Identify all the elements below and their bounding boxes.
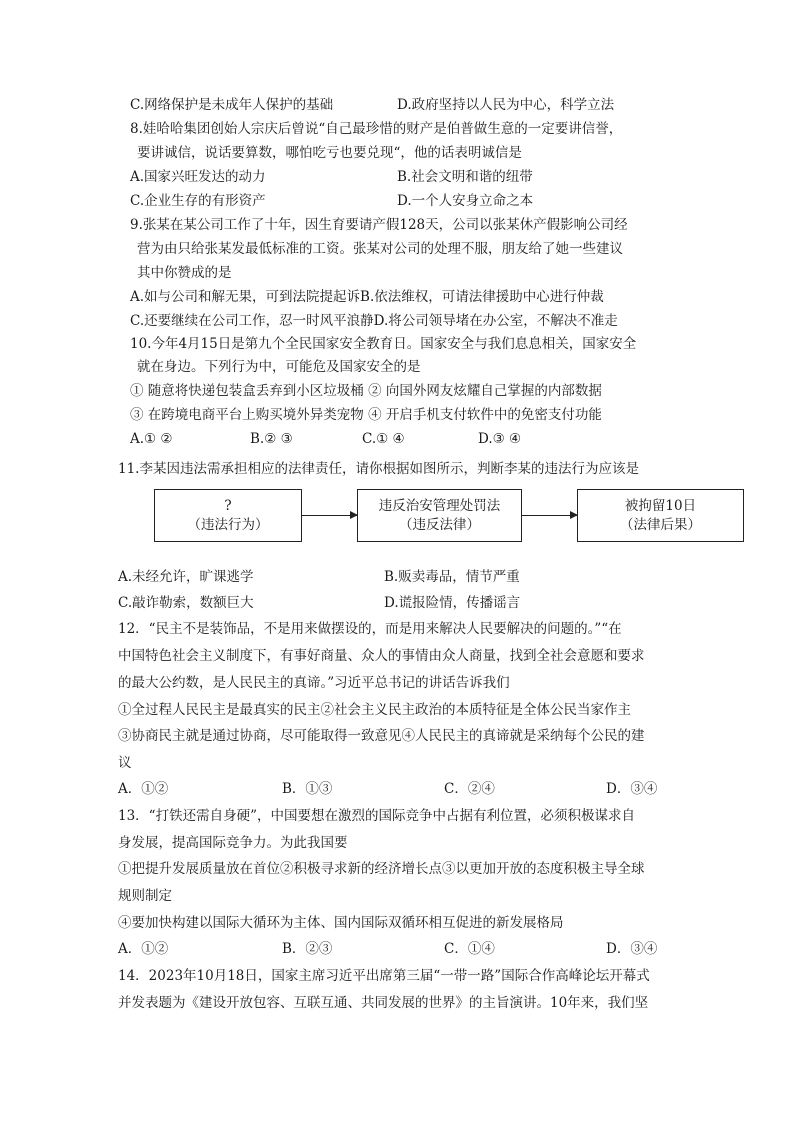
box-sublabel: （违法行为）	[187, 516, 269, 533]
option-8b: B.社会文明和谐的纽带	[397, 169, 533, 185]
question-10-stem: 就在身边。下列行为中，可能危及国家安全的是	[137, 359, 421, 375]
question-14-stem: 并发表题为《建设开放包容、互联互通、共同发展的世界》的主旨演讲。10年来，我们坚	[118, 995, 649, 1011]
option-7c: C.网络保护是未成年人保护的基础	[130, 97, 334, 113]
question-14-stem: 14．2023年10月18日，国家主席习近平出席第三届“一带一路”国际合作高峰论坛开幕式	[118, 968, 650, 984]
option-7d: D.政府坚持以人民为中心，科学立法	[397, 97, 615, 113]
question-13-statements: 规则制定	[118, 888, 172, 904]
question-12-stem: 的最大公约数，是人民民主的真谛。”习近平总书记的讲话告诉我们	[118, 675, 510, 691]
arrow-icon	[522, 515, 577, 516]
diagram-box-legal-consequence	[577, 489, 744, 542]
box-sublabel: （法律后果）	[620, 516, 701, 533]
option-11b: B.贩卖毒品，情节严重	[384, 569, 520, 585]
question-12-stem: 中国特色社会主义制度下，有事好商量、众人的事情由众人商量，找到全社会意愿和要求	[118, 648, 645, 664]
option-11c: C.敲诈勒索，数额巨大	[118, 595, 254, 611]
question-8-stem: 要讲诚信，说话要算数，哪怕吃亏也要兑现“，他的话表明诚信是	[137, 145, 522, 161]
question-10-statements: ③ 在跨境电商平台上购买境外异类宠物 ④ 开启手机支付软件中的免密支付功能	[130, 407, 602, 423]
option-12d: D．③④	[606, 781, 658, 797]
question-13-statements: ①把提升发展质量放在首位②积极寻求新的经济增长点③以更加开放的态度积极主导全球	[118, 861, 645, 877]
option-10d: D.③ ④	[478, 431, 522, 447]
option-12a: A．①②	[118, 781, 169, 797]
question-10-stem: 10.今年4月15日是第九个全民国家安全教育日。国家安全与我们息息相关，国家安全	[130, 336, 637, 352]
box-sublabel: （违反法律）	[399, 516, 480, 533]
diagram-box-illegal-act	[154, 489, 302, 542]
option-8c: C.企业生存的有形资产	[130, 193, 266, 209]
box-label: 违反治安管理处罚法	[378, 497, 501, 514]
option-10c: C.① ④	[362, 431, 405, 447]
option-10a: A.① ②	[130, 431, 173, 447]
diagram-box-law-violated	[357, 489, 522, 542]
question-11-stem: 11.李某因违法需承担相应的法律责任，请你根据如图所示，判断李某的违法行为应该是	[118, 461, 639, 477]
option-9cd: C.还要继续在公司工作，忍一时风平浪静D.将公司领导堵在办公室，不解决不准走	[130, 313, 618, 329]
question-12-stem: 12．“民主不是装饰品，不是用来做摆设的，而是用来解决人民要解决的问题的。”“在	[118, 621, 622, 637]
question-13-statements: ④要加快构建以国际大循环为主体、国内国际双循环相互促进的新发展格局	[118, 915, 564, 931]
question-12-statements: ③协商民主就是通过协商，尽可能取得一致意见④人民民主的真谛就是采纳每个公民的建	[118, 728, 645, 744]
question-10-statements: ① 随意将快递包装盒丢弃到小区垃圾桶 ② 向国外网友炫耀自己掌握的内部数据	[130, 383, 602, 399]
option-13d: D．③④	[606, 941, 658, 957]
arrow-icon	[302, 515, 357, 516]
option-13a: A．①②	[118, 941, 169, 957]
question-12-statements: 议	[118, 755, 132, 771]
option-11d: D.谎报险情，传播谣言	[384, 595, 521, 611]
option-8d: D.一个人安身立命之本	[397, 193, 534, 209]
question-9-stem: 其中你赞成的是	[137, 265, 232, 281]
option-13b: B．②③	[282, 941, 333, 957]
question-8-stem: 8.娃哈哈集团创始人宗庆后曾说“自己最珍惜的财产是伯普做生意的一定要讲信誉，	[130, 121, 623, 137]
option-13c: C．①④	[444, 941, 495, 957]
option-11a: A.未经允许，旷课逃学	[118, 569, 254, 585]
box-label: ?	[224, 497, 232, 514]
box-label: 被拘留10日	[624, 497, 697, 514]
question-9-stem: 9.张某在某公司工作了十年，因生育要请产假128天，公司以张某休产假影响公司经	[130, 217, 628, 233]
question-13-stem: 13．“打铁还需自身硬”，中国要想在激烈的国际竞争中占据有利位置，必须积极谋求自	[118, 808, 635, 824]
question-9-stem: 营为由只给张某发最低标准的工资。张某对公司的处理不服，朋友给了她一些建议	[137, 241, 623, 257]
question-13-stem: 身发展，提高国际竞争力。为此我国要	[118, 835, 348, 851]
option-10b: B.② ③	[250, 431, 293, 447]
option-9ab: A.如与公司和解无果，可到法院提起诉B.依法维权，可请法律援助中心进行仲裁	[130, 289, 604, 305]
option-12c: C．②④	[444, 781, 495, 797]
question-12-statements: ①全过程人民民主是最真实的民主②社会主义民主政治的本质特征是全体公民当家作主	[118, 702, 631, 718]
option-12b: B．①③	[282, 781, 333, 797]
option-8a: A.国家兴旺发达的动力	[130, 169, 266, 185]
